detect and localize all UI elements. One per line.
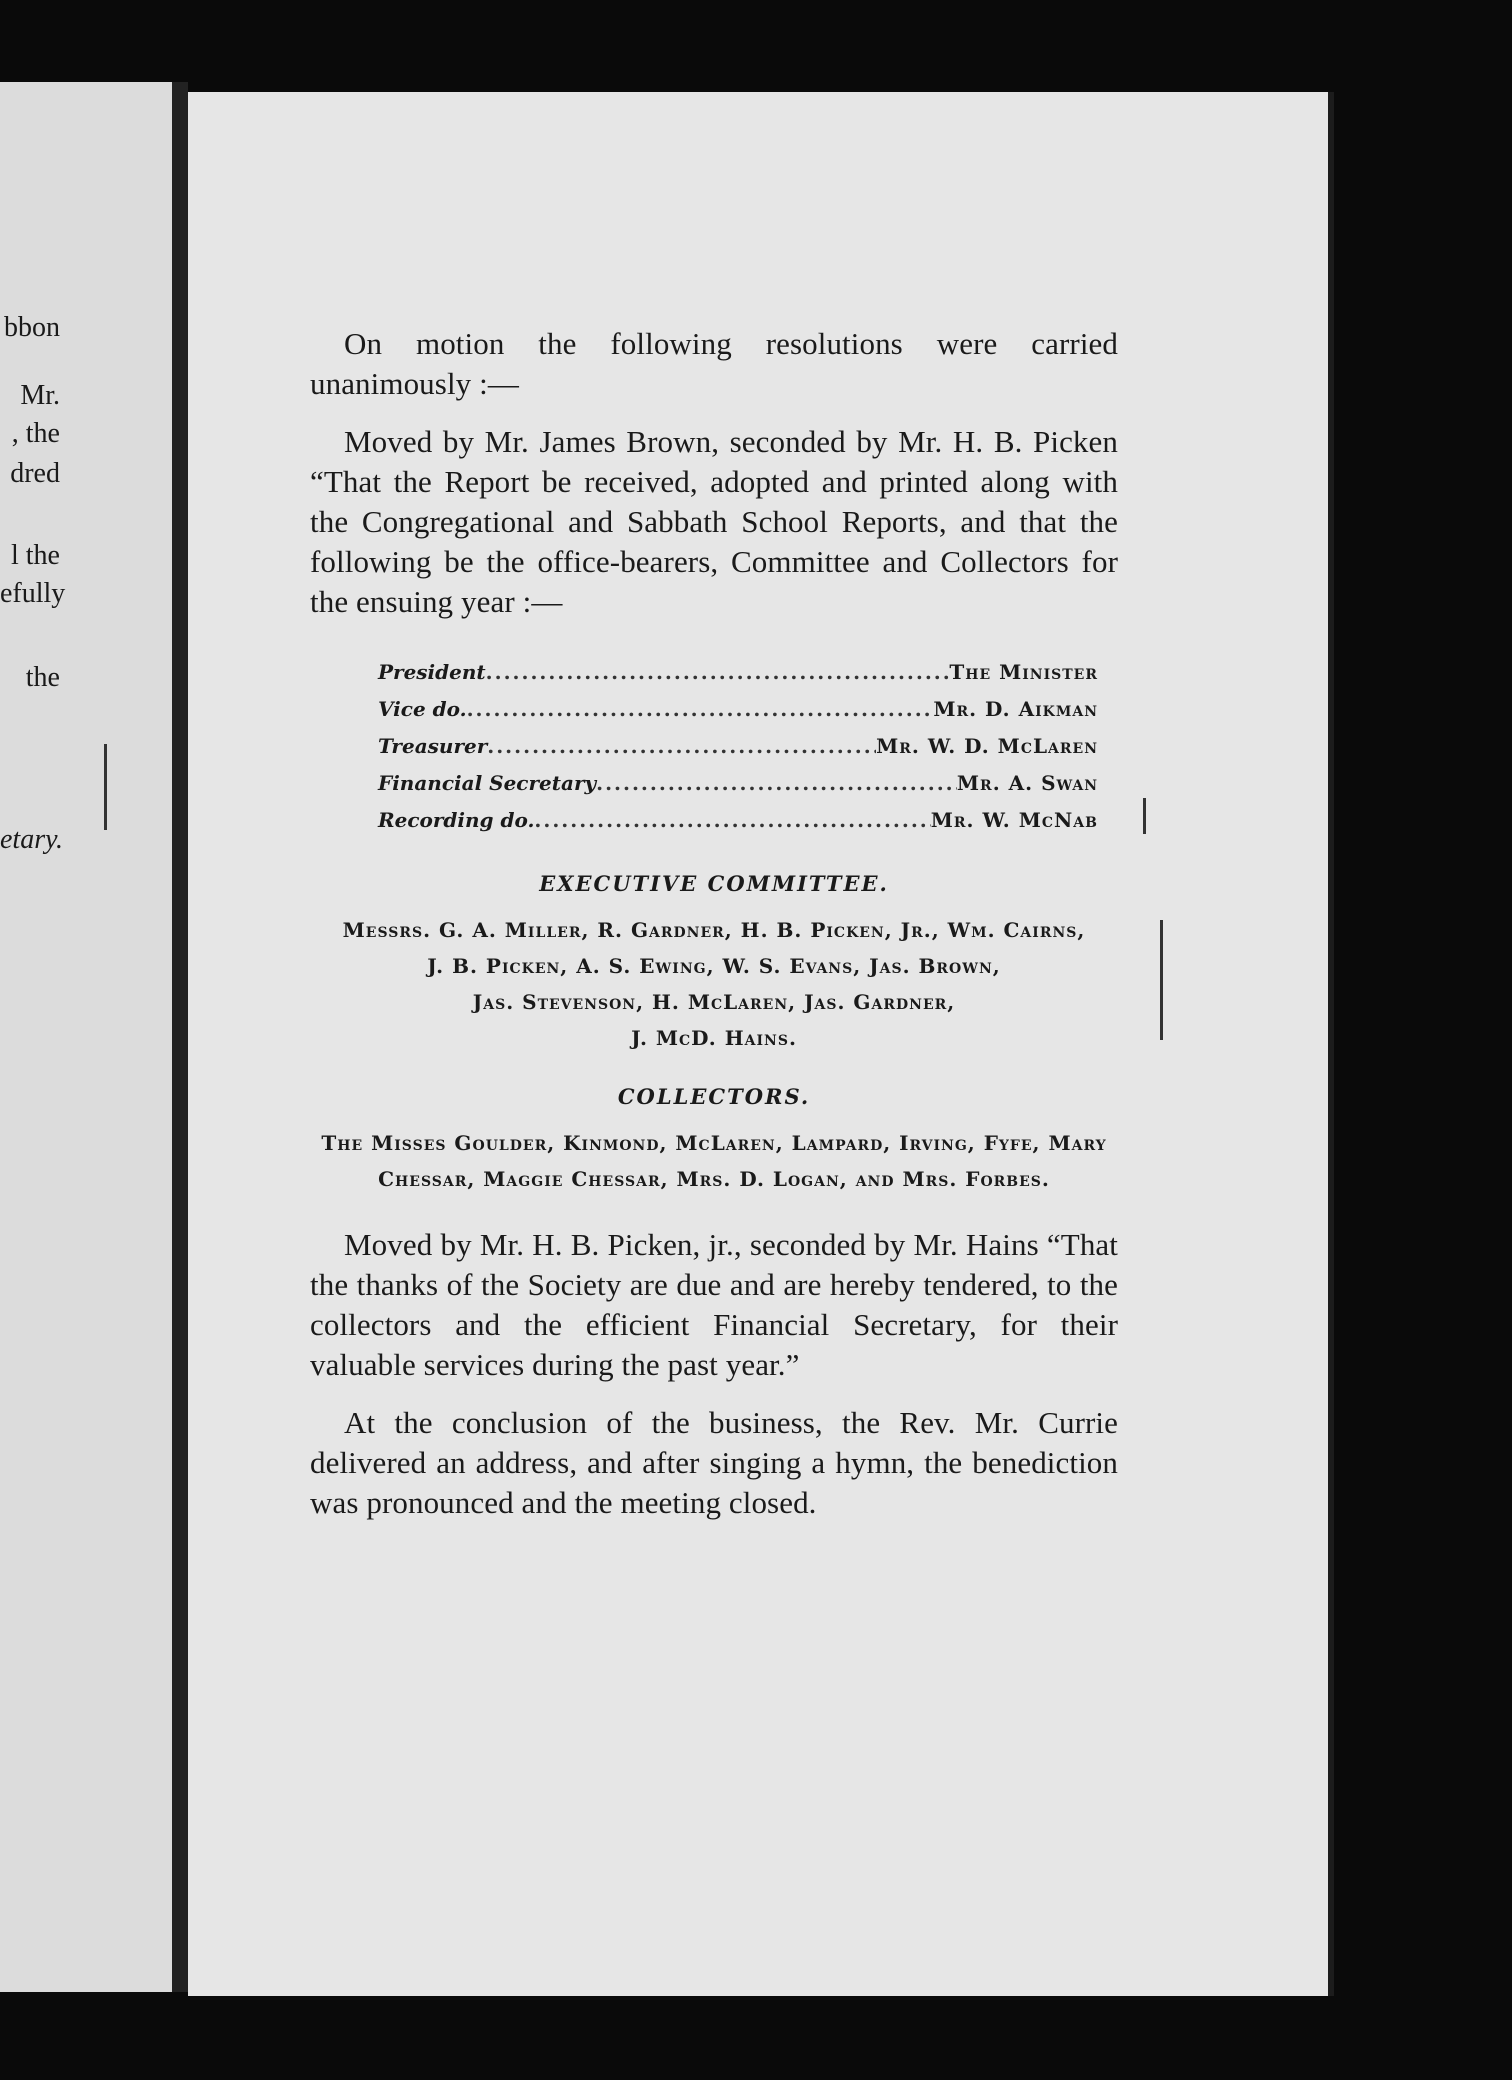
left-fragment: bbon [4, 312, 60, 343]
officer-name: Mr. A. Swan [956, 771, 1098, 795]
officer-name: Mr. W. McNab [930, 808, 1098, 832]
officer-role: Financial Secretary [378, 771, 597, 795]
leader-dots [467, 691, 934, 728]
officer-role: Treasurer [378, 734, 488, 758]
collectors-line: The Misses Goulder, Kinmond, McLaren, Lampard, Irving, Fyfe, Mary [321, 1131, 1107, 1155]
officer-row [378, 728, 1098, 765]
left-fragment: , the [11, 418, 60, 449]
officer-row [378, 802, 1098, 839]
officer-row [378, 691, 1098, 728]
ink-mark [104, 744, 107, 830]
motion-paragraph: Moved by Mr. James Brown, seconded by Mr. H. B. Picken “That the Report be received, adopted and printed along with the Congregational and Sabbath School Reports, and that the following be the office-bearers, Committee and Collectors for the ensuing year :— [310, 424, 1118, 619]
left-fragment: the [25, 662, 60, 693]
leader-dots [596, 765, 957, 802]
left-fragment: dred [10, 458, 60, 489]
left-fragment: l the [11, 540, 60, 571]
executive-line: Jas. Stevenson, H. McLaren, Jas. Gardner, [472, 990, 956, 1014]
officer-row [378, 765, 1098, 802]
collectors-heading: COLLECTORS. [617, 1084, 811, 1109]
officer-role: Recording do. [378, 808, 535, 832]
document-page [188, 92, 1328, 1996]
left-fragment: etary. [0, 824, 63, 855]
officer-name: Mr. D. Aikman [933, 697, 1098, 721]
executive-heading: EXECUTIVE COMMITTEE. [539, 871, 889, 896]
officer-name: Mr. W. D. McLaren [876, 734, 1098, 758]
executive-names [310, 912, 1118, 1056]
officer-role: President [378, 660, 486, 684]
collectors-line: Chessar, Maggie Chessar, Mrs. D. Logan, and Mrs. Forbes. [378, 1167, 1050, 1191]
intro-paragraph: On motion the following resolutions were carried unanimously :— [310, 326, 1118, 401]
executive-line: Messrs. G. A. Miller, R. Gardner, H. B. Picken, Jr., Wm. Cairns, [342, 918, 1086, 942]
ink-mark [1143, 798, 1146, 834]
leader-dots [487, 728, 876, 765]
officer-role: Vice do. [378, 697, 467, 721]
closing-paragraph: At the conclusion of the business, the Rev. Mr. Currie delivered an address, and after singing a hymn, the benediction was pronounced and the meeting closed. [310, 1405, 1118, 1520]
left-fragment: efully [0, 578, 66, 609]
left-fragment: Mr. [20, 380, 60, 411]
collectors-names [310, 1125, 1118, 1197]
leader-dots [534, 802, 930, 839]
page-spine [172, 82, 188, 1992]
officers-list [378, 654, 1098, 839]
motion-paragraph: Moved by Mr. H. B. Picken, jr., seconded by Mr. Hains “That the thanks of the Society are due and are hereby tendered, to the collectors and the efficient Financial Secretary, for their valuable services during the past year.” [310, 1227, 1118, 1382]
officer-row [378, 654, 1098, 691]
executive-line: J. McD. Hains. [631, 1026, 797, 1050]
ink-mark [1160, 920, 1163, 1040]
officer-name: The Minister [949, 660, 1098, 684]
executive-line: J. B. Picken, A. S. Ewing, W. S. Evans, Jas. Brown, [427, 954, 1001, 978]
page-content [310, 324, 1118, 1541]
leader-dots [486, 654, 950, 691]
left-page-edge [0, 82, 172, 1992]
